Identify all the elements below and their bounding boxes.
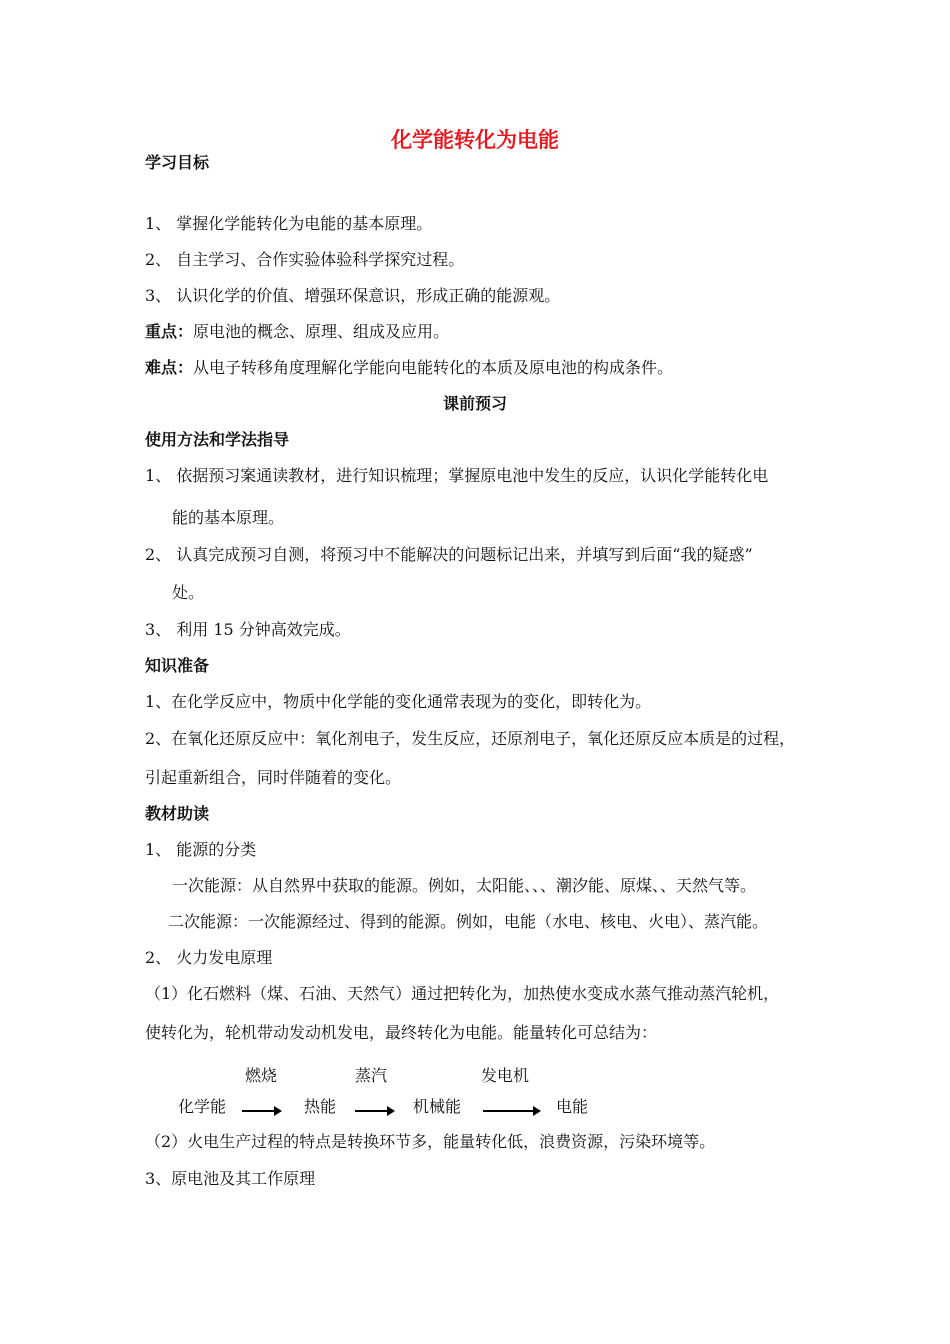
key-point-text: 原电池的概念、原理、组成及应用。 <box>193 322 450 341</box>
flow-arrow-3 <box>483 1110 539 1112</box>
flow-arrow-2 <box>355 1110 393 1112</box>
method-item-2: 2、 认真完成预习自测，将预习中不能解决的问题标记出来，并填写到后面“我的疑惑” <box>145 545 753 564</box>
flow-node-electric-energy: 电能 <box>556 1097 589 1116</box>
reading-line-4: 2、 火力发电原理 <box>145 948 273 967</box>
knowledge-heading: 知识准备 <box>145 656 210 675</box>
method-item-1: 1、 依据预习案通读教材，进行知识梳理；掌握原电池中发生的反应，认识化学能转化电 <box>145 466 769 485</box>
knowledge-item-2-cont: 引起重新组合，同时伴随着的变化。 <box>145 768 402 787</box>
flow-node-chemical-energy: 化学能 <box>178 1097 227 1116</box>
objective-item-1: 1、 掌握化学能转化为电能的基本原理。 <box>145 214 433 233</box>
method-item-1-cont: 能的基本原理。 <box>172 508 285 527</box>
document-title: 化学能转化为电能 <box>391 128 559 152</box>
reading-line-5: （1）化石燃料（煤、石油、天然气）通过把转化为，加热使水变成水蒸气推动蒸汽轮机， <box>145 984 780 1003</box>
objectives-heading: 学习目标 <box>145 153 210 172</box>
method-heading: 使用方法和学法指导 <box>145 430 290 449</box>
method-item-2-cont: 处。 <box>172 583 205 602</box>
method-item-3: 3、 利用 15 分钟高效完成。 <box>145 620 351 639</box>
reading-line-7: （2）火电生产过程的特点是转换环节多，能量转化低，浪费资源，污染环境等。 <box>145 1132 716 1151</box>
difficult-point-line <box>145 358 673 378</box>
flow-label-generator: 发电机 <box>481 1066 530 1085</box>
key-point-label: 重点： <box>145 322 194 341</box>
objective-item-3: 3、 认识化学的价值、增强环保意识，形成正确的能源观。 <box>145 286 561 305</box>
reading-line-2: 一次能源：从自然界中获取的能源。例如，太阳能、、、潮汐能、原煤、、天然气等。 <box>172 876 757 895</box>
difficult-point-text: 从电子转移角度理解化学能向电能转化的本质及原电池的构成条件。 <box>193 358 674 377</box>
flow-label-burning: 燃烧 <box>245 1066 278 1085</box>
reading-heading: 教材助读 <box>145 804 210 823</box>
reading-line-3: 二次能源：一次能源经过、得到的能源。例如，电能（水电、核电、火电）、蒸汽能。 <box>168 912 769 931</box>
preview-heading: 课前预习 <box>442 394 507 413</box>
flow-node-heat-energy: 热能 <box>304 1097 337 1116</box>
flow-arrow-1 <box>242 1110 280 1112</box>
knowledge-item-2: 2、在氧化还原反应中：氧化剂电子，发生反应，还原剂电子，氧化还原反应本质是的过程， <box>145 729 796 748</box>
reading-line-6: 使转化为，轮机带动发动机发电，最终转化为电能。能量转化可总结为： <box>145 1023 658 1042</box>
difficult-point-label: 难点： <box>145 358 194 377</box>
reading-line-8: 3、原电池及其工作原理 <box>145 1169 316 1188</box>
knowledge-item-1: 1、在化学反应中，物质中化学能的变化通常表现为的变化，即转化为。 <box>145 692 652 711</box>
flow-label-steam: 蒸汽 <box>355 1066 388 1085</box>
flow-node-mechanical-energy: 机械能 <box>413 1097 462 1116</box>
objective-item-2: 2、 自主学习、合作实验体验科学探究过程。 <box>145 250 465 269</box>
reading-line-1: 1、 能源的分类 <box>145 840 257 859</box>
key-point-line <box>145 322 449 342</box>
